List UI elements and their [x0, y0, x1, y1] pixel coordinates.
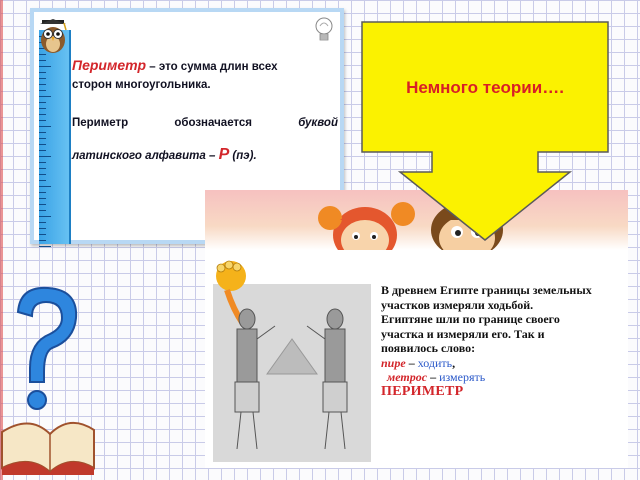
- ruler-illustration: [39, 30, 71, 244]
- owl-icon: [38, 18, 68, 54]
- callout-title: Немного теории….: [406, 78, 564, 97]
- ruler-tick: [39, 192, 46, 193]
- lightbulb-icon: [314, 16, 334, 44]
- ruler-tick: [39, 234, 46, 235]
- word-metros-meaning: измерять: [439, 370, 486, 384]
- ruler-tick: [39, 156, 51, 157]
- ruler-tick: [39, 66, 51, 67]
- term-perimeter: Периметр: [72, 57, 147, 73]
- ruler-tick: [39, 138, 46, 139]
- history-line-1: В древнем Египте границы земельных: [381, 283, 592, 297]
- ruler-tick: [39, 186, 51, 187]
- history-line-5: появилось слово:: [381, 341, 476, 355]
- ruler-tick: [39, 198, 46, 199]
- ruler-tick: [39, 246, 51, 247]
- word-metros: метрос: [387, 370, 428, 384]
- ruler-tick: [39, 216, 51, 217]
- ruler-tick: [39, 240, 46, 241]
- ruler-tick: [39, 162, 46, 163]
- ruler-tick: [39, 210, 46, 211]
- word-perimeter-final: ПЕРИМЕТР: [381, 383, 464, 399]
- definition-rest: – это сумма длин всех: [146, 61, 278, 73]
- ruler-tick: [39, 60, 46, 61]
- history-line-4: участка и измеряли его. Так и: [381, 326, 545, 341]
- history-text: [381, 283, 621, 399]
- word-pire: пире: [381, 355, 406, 370]
- ruler-tick: [39, 228, 46, 229]
- ruler-tick: [39, 126, 51, 127]
- word-metros-line: [381, 370, 621, 385]
- ruler-tick: [39, 204, 46, 205]
- callout-arrow-box: [360, 20, 610, 242]
- notation-word-3: буквой: [298, 117, 338, 129]
- ruler-tick: [39, 78, 46, 79]
- notation-word-1: Периметр: [72, 117, 129, 129]
- word-pire-line: [381, 356, 621, 371]
- history-line-2: участков измеряли ходьбой.: [381, 297, 534, 312]
- comma: ,: [452, 355, 456, 370]
- ruler-tick: [39, 108, 46, 109]
- notation-word-2: обозначается: [174, 117, 253, 129]
- ruler-tick: [39, 174, 46, 175]
- question-mark-book-icon: [0, 282, 96, 477]
- history-line-3: Египтяне шли по границе своего: [381, 312, 560, 326]
- ruler-tick: [39, 222, 46, 223]
- ruler-tick: [39, 54, 46, 55]
- ruler-tick: [39, 132, 46, 133]
- notation-pronounce: (пэ).: [229, 150, 257, 162]
- ruler-tick: [39, 72, 46, 73]
- dash-2: –: [427, 370, 440, 384]
- ruler-tick: [39, 84, 46, 85]
- ruler-tick: [39, 180, 46, 181]
- ruler-tick: [39, 144, 46, 145]
- definition-text: [72, 56, 338, 165]
- word-pire-meaning: ходить: [417, 355, 453, 370]
- ruler-tick: [39, 96, 51, 97]
- egyptians-illustration: [207, 254, 375, 464]
- ruler-tick: [39, 168, 46, 169]
- dash-1: –: [405, 355, 418, 370]
- ruler-tick: [39, 150, 46, 151]
- notation-line-4: латинского алфавита –: [72, 150, 219, 162]
- letter-p: Р: [218, 146, 230, 163]
- ruler-tick: [39, 120, 46, 121]
- definition-line-2: сторон многоугольника.: [72, 79, 211, 91]
- ruler-tick: [39, 90, 46, 91]
- ruler-tick: [39, 102, 46, 103]
- ruler-tick: [39, 114, 46, 115]
